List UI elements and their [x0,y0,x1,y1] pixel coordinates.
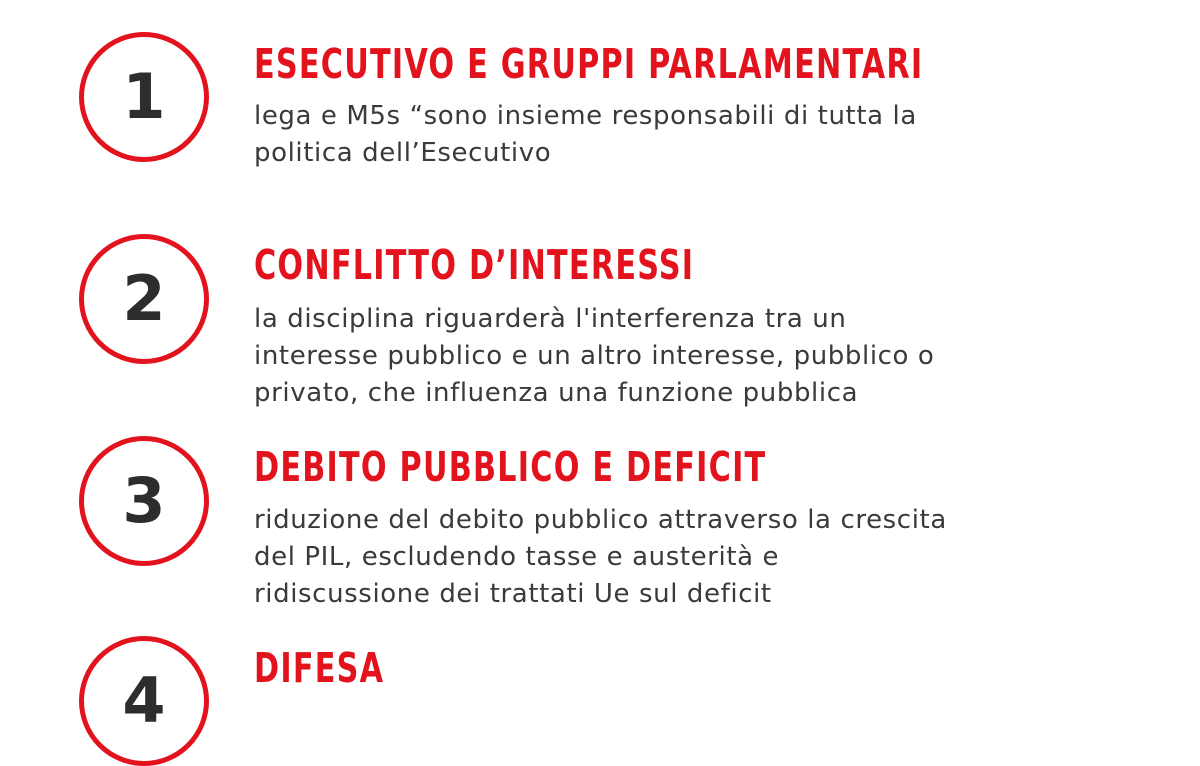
description-line: politica dell’Esecutivo [254,138,552,168]
description-line: del PIL, escludendo tasse e austerità e [254,542,780,572]
item-number: 3 [122,464,166,537]
number-circle [79,436,209,566]
item-title: DEBITO PUBBLICO E DEFICIT [254,443,767,491]
description-line: privato, che influenza una funzione pubblica [254,378,859,408]
item-title: ESECUTIVO E GRUPPI PARLAMENTARI [254,40,924,88]
item-description [254,502,947,613]
description-line: ridiscussione dei trattati Ue sul deficit [254,579,772,609]
item-number: 4 [122,664,166,737]
item-title: CONFLITTO D’INTERESSI [254,241,695,289]
description-line: interesse pubblico e un altro interesse, pubblico o [254,341,935,371]
item-title: DIFESA [254,644,385,692]
number-circle [79,32,209,162]
item-number: 2 [122,262,166,335]
number-circle [79,234,209,364]
description-line: riduzione del debito pubblico attraverso la crescita [254,505,947,535]
item-number: 1 [122,60,166,133]
item-description [254,98,917,172]
description-line: la disciplina riguarderà l'interferenza tra un [254,304,847,334]
item-description [254,301,934,412]
number-circle [79,636,209,766]
description-line: lega e M5s “sono insieme responsabili di tutta la [254,101,917,131]
